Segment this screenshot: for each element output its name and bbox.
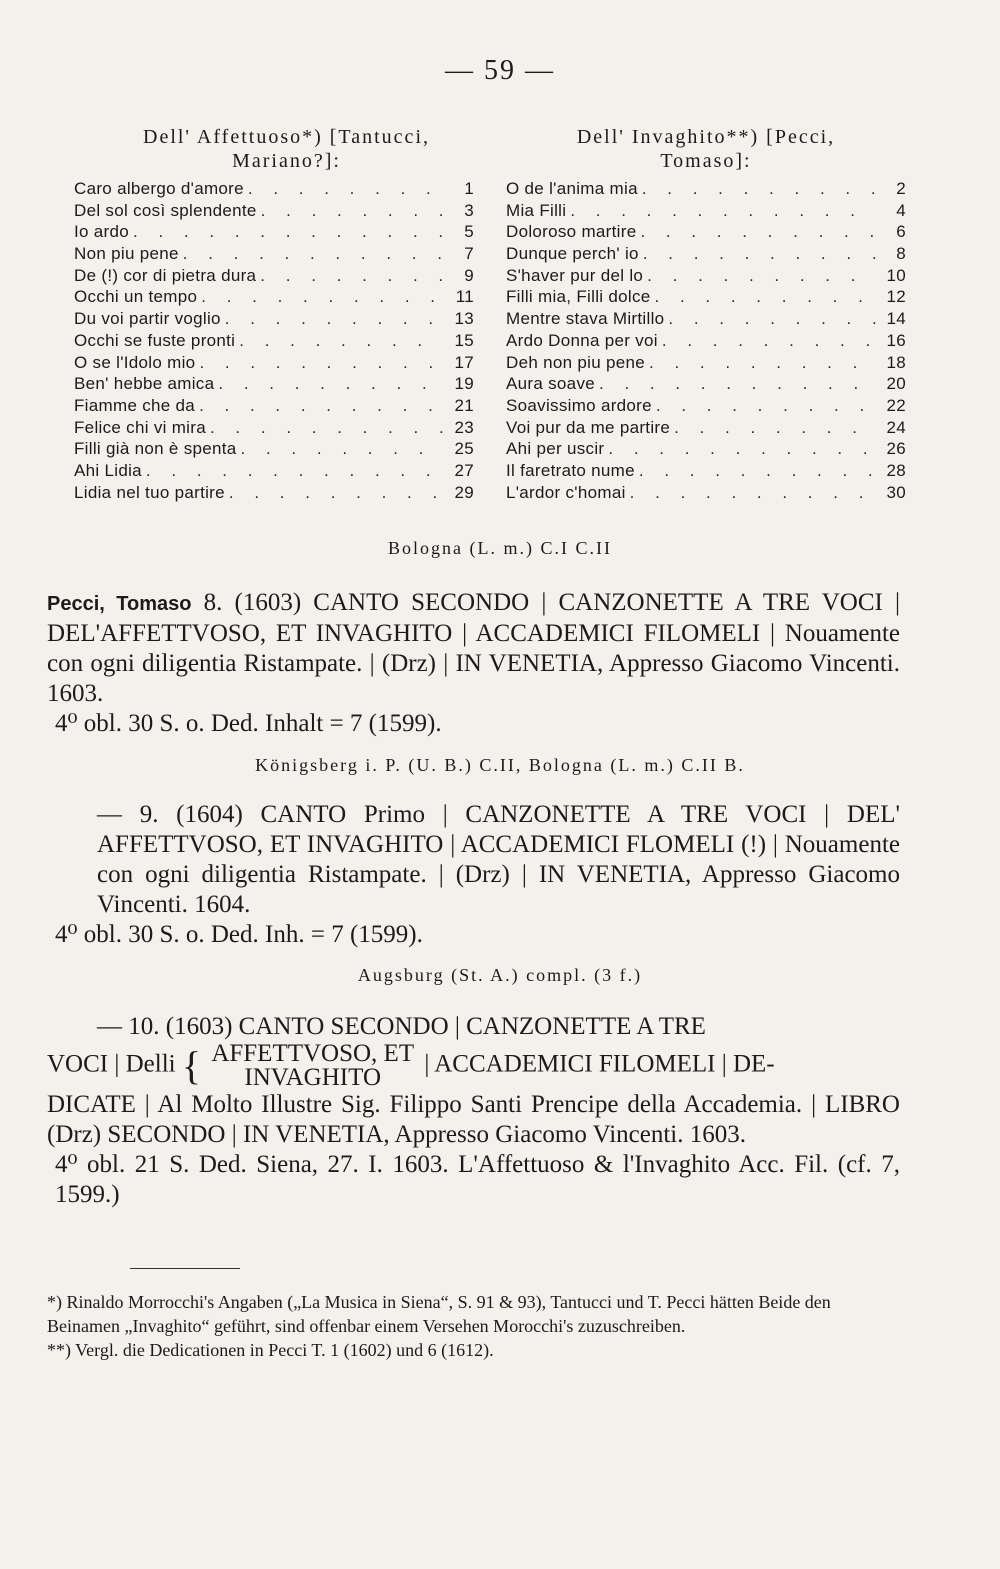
dot-leader [649, 353, 876, 373]
toc-row [74, 461, 474, 483]
footnotes [47, 1290, 900, 1362]
toc-row [506, 266, 906, 288]
toc-page-number: 10 [886, 265, 906, 285]
entry-text: VOCI | Delli [47, 1050, 176, 1078]
toc-list [506, 179, 906, 504]
dot-leader [261, 201, 444, 221]
dot-leader [570, 201, 876, 221]
toc-page-number: 20 [886, 374, 906, 394]
entry-text: 8. (1603) CANTO SECONDO | CANZONETTE A TRE VOCI | DEL'AFFETTVOSO, ET INVAGHITO | ACCADEMICI FILOMELI | Nouamente con ogni diligentia Ristampate. | (Drz) | IN VENETIA, Appresso Giacomo Vincenti. 1603. [47, 589, 901, 707]
toc-page-number: 28 [886, 460, 906, 480]
entry-author: Pecci, Tomaso [47, 593, 192, 615]
dot-leader [608, 439, 876, 459]
toc-title: Ahi Lidia [74, 460, 142, 480]
toc-title: Aura soave [506, 374, 595, 394]
brace-group [211, 1042, 414, 1090]
toc-title: Filli mia, Filli dolce [506, 287, 651, 307]
footnote-2: **) Vergl. die Dedicationen in Pecci T. 1 (1602) und 6 (1612). [47, 1340, 494, 1360]
dot-leader [630, 483, 876, 503]
toc-row [74, 266, 474, 288]
toc-row [74, 374, 474, 396]
toc-title: L'ardor c'homai [506, 482, 626, 502]
toc-page-number: 3 [464, 200, 474, 220]
entry-text: DICATE | Al Molto Illustre Sig. Filippo Santi Prencipe della Accademia. | LIBRO (Drz) SECONDO | IN VENETIA, Appresso Giacomo Vincenti. 1603. [47, 1091, 900, 1148]
toc-row [506, 374, 906, 396]
entry-text: | ACCADEMICI FILOMELI | DE- [424, 1050, 775, 1078]
entry-text: — 9. (1604) CANTO Primo | CANZONETTE A TRE VOCI | DEL' AFFETTVOSO, ET INVAGHITO | ACCADEMICI FLOMELI (!) | Nouamente con ogni diligentia Ristampate. | (Drz) | IN VENETIA, Appresso Giacomo Vincenti. 1604. [97, 801, 900, 918]
dot-leader [639, 461, 876, 481]
library-location: Bologna (L. m.) C.I C.II [388, 538, 612, 558]
toc-title: Felice chi vi mira [74, 417, 206, 437]
dot-leader [640, 222, 876, 242]
toc-title: Soavissimo ardore [506, 395, 652, 415]
dot-leader [210, 418, 444, 438]
dot-leader [643, 244, 876, 264]
dot-leader [201, 287, 444, 307]
toc-row [506, 418, 906, 440]
dot-leader [241, 439, 444, 459]
toc-title: Lidia nel tuo partire [74, 482, 225, 502]
toc-title: Occhi un tempo [74, 287, 198, 307]
toc-page-number: 8 [896, 244, 906, 264]
toc-page-number: 12 [886, 287, 906, 307]
toc-page-number: 7 [464, 244, 474, 264]
toc-page-number: 17 [454, 352, 474, 372]
toc-page-number: 1 [464, 179, 474, 198]
toc-row [74, 244, 474, 266]
toc-title: Voi pur da me partire [506, 417, 671, 437]
entry-10 [47, 1012, 900, 1210]
toc-page-number: 9 [464, 265, 474, 285]
toc-row [74, 309, 474, 331]
toc-title: Filli già non è spenta [74, 439, 237, 459]
toc-page-number: 21 [454, 395, 474, 415]
toc-page-number: 16 [886, 330, 906, 350]
toc-row [74, 179, 474, 201]
dot-leader [599, 374, 876, 394]
toc-row [506, 353, 906, 375]
entry-format: 4⁰ obl. 30 S. o. Ded. Inhalt = 7 (1599). [55, 710, 442, 737]
footnote-rule [130, 1268, 240, 1269]
toc-invaghito [506, 125, 906, 504]
toc-page-number: 19 [454, 374, 474, 394]
toc-row [74, 418, 474, 440]
entry-line [47, 1042, 900, 1090]
toc-page-number: 13 [454, 309, 474, 329]
dot-leader [239, 331, 444, 351]
toc-row [506, 244, 906, 266]
toc-title: Occhi se fuste pronti [74, 330, 236, 350]
dot-leader [199, 396, 444, 416]
dot-leader [248, 179, 444, 199]
dot-leader [183, 244, 444, 264]
toc-page-number: 18 [886, 352, 906, 372]
toc-heading [506, 125, 906, 179]
toc-page-number: 24 [886, 417, 906, 437]
toc-row [506, 483, 906, 505]
toc-title: O de l'anima mia [506, 179, 638, 198]
toc-row [506, 179, 906, 201]
entry-format: 4⁰ obl. 30 S. o. Ded. Inh. = 7 (1599). [55, 921, 423, 948]
toc-title: Ben' hebbe amica [74, 374, 215, 394]
toc-page-number: 23 [454, 417, 474, 437]
toc-page-number: 25 [454, 439, 474, 459]
toc-title: De (!) cor di pietra dura [74, 265, 257, 285]
toc-page-number: 14 [886, 309, 906, 329]
toc-title: Del sol così splendente [74, 200, 257, 220]
entry-format: 4⁰ obl. 21 S. Ded. Siena, 27. I. 1603. L'Affettuoso & l'Invaghito Acc. Fil. (cf. 7, 1599.) [55, 1151, 900, 1208]
footnote-1: *) Rinaldo Morrocchi's Angaben („La Musica in Siena“, S. 91 & 93), Tantucci und T. Pecci hätten Beide den Beinamen „Invaghito“ geführt, sind offenbar einem Versehen Morocchi's zuzuschreiben. [47, 1292, 831, 1336]
dot-leader [662, 331, 876, 351]
dot-leader [133, 222, 444, 242]
toc-title: Ardo Donna per voi [506, 330, 658, 350]
toc-page-number: 6 [896, 222, 906, 242]
toc-title: O se l'Idolo mio [74, 352, 196, 372]
toc-title: Deh non piu pene [506, 352, 646, 372]
toc-heading [74, 125, 474, 179]
toc-heading-line1: Dell' Invaghito**) [Pecci, [576, 126, 836, 148]
dot-leader [656, 396, 876, 416]
toc-title: Non piu pene [74, 244, 179, 264]
toc-page-number: 11 [455, 287, 474, 307]
entry-9 [47, 800, 900, 950]
brace-glyph: { [181, 1043, 202, 1088]
toc-affettuoso [74, 125, 474, 504]
toc-row [506, 396, 906, 418]
library-location: Augsburg (St. A.) compl. (3 f.) [357, 965, 643, 985]
toc-title: Fiamme che da [74, 395, 196, 415]
toc-page-number: 15 [454, 330, 474, 350]
toc-page-number: 29 [454, 482, 474, 502]
toc-title: Mentre stava Mirtillo [506, 309, 665, 329]
toc-row [74, 201, 474, 223]
toc-title: Mia Filli [506, 200, 567, 220]
toc-heading-line2: Tomaso]: [660, 150, 752, 172]
toc-title: S'haver pur del lo [506, 265, 644, 285]
toc-title: Doloroso martire [506, 222, 637, 242]
toc-row [74, 353, 474, 375]
dot-leader [647, 266, 876, 286]
dot-leader [229, 483, 444, 503]
toc-row [74, 483, 474, 505]
toc-page-number: 2 [896, 179, 906, 198]
toc-page-number: 27 [454, 460, 474, 480]
toc-row [506, 439, 906, 461]
dot-leader [674, 418, 876, 438]
toc-row [506, 331, 906, 353]
toc-title: Dunque perch' io [506, 244, 639, 264]
toc-title: Il faretrato nume [506, 460, 635, 480]
toc-title: Io ardo [74, 222, 130, 242]
brace-top: AFFETTVOSO, ET [211, 1040, 415, 1067]
toc-row [506, 287, 906, 309]
entry-8 [47, 588, 900, 739]
toc-page-number: 4 [896, 200, 906, 220]
toc-row [74, 396, 474, 418]
toc-heading-line1: Dell' Affettuoso*) [Tantucci, [143, 126, 430, 148]
dot-leader [655, 287, 876, 307]
toc-title: Ahi per uscir [506, 439, 605, 459]
toc-page-number: 26 [886, 439, 906, 459]
dot-leader [225, 309, 444, 329]
toc-row [74, 287, 474, 309]
library-location: Königsberg i. P. (U. B.) C.II, Bologna (L. m.) C.II B. [255, 755, 745, 775]
entry-line: — 10. (1603) CANTO SECONDO | CANZONETTE A TRE [97, 1013, 706, 1040]
dot-leader [218, 374, 444, 394]
toc-row [506, 201, 906, 223]
page-number: — 59 — [445, 55, 555, 86]
toc-page-number: 5 [464, 222, 474, 242]
toc-title: Caro albergo d'amore [74, 179, 244, 198]
toc-title: Du voi partir voglio [74, 309, 221, 329]
dot-leader [146, 461, 444, 481]
dot-leader [260, 266, 444, 286]
toc-row [506, 309, 906, 331]
toc-row [74, 331, 474, 353]
toc-heading-line2: Mariano?]: [232, 150, 341, 172]
toc-row [74, 439, 474, 461]
toc-page-number: 30 [886, 482, 906, 502]
toc-row [506, 222, 906, 244]
toc-row [74, 222, 474, 244]
brace-bottom: INVAGHITO [244, 1064, 381, 1091]
dot-leader [642, 179, 876, 199]
dot-leader [199, 353, 444, 373]
toc-row [506, 461, 906, 483]
dot-leader [668, 309, 876, 329]
toc-list [74, 179, 474, 504]
toc-page-number: 22 [886, 395, 906, 415]
